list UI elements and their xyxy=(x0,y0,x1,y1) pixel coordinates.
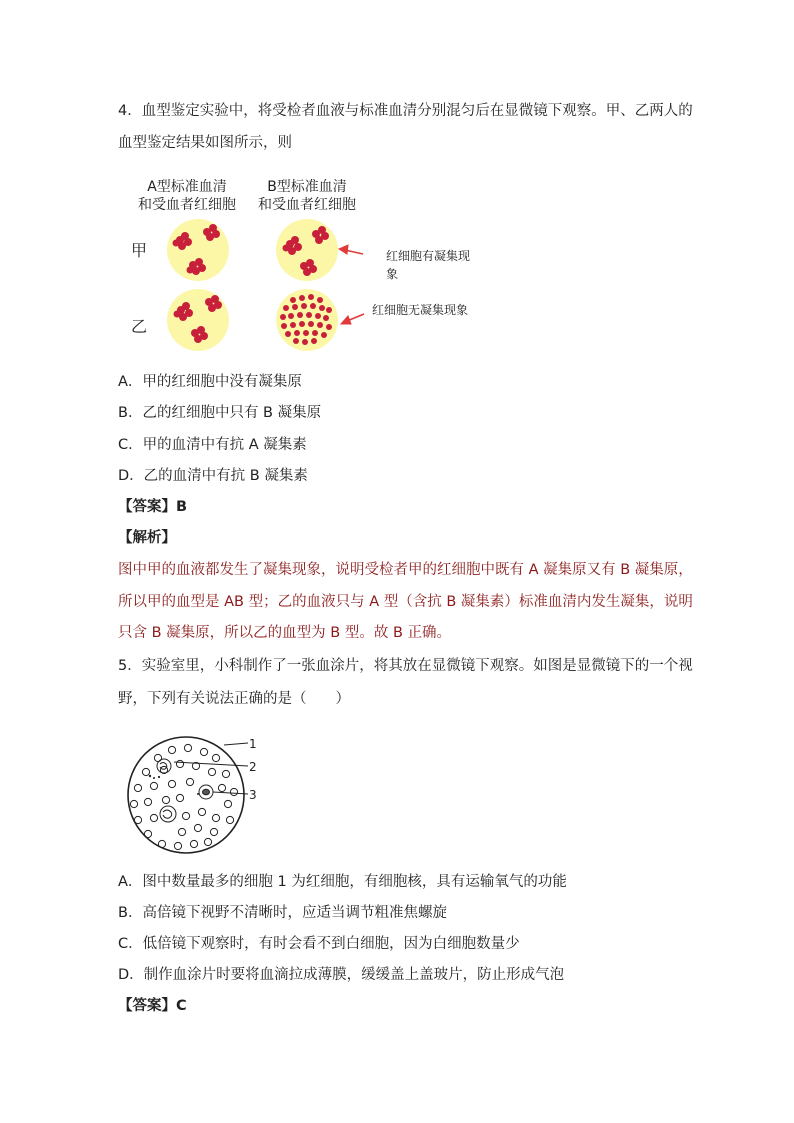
q5-stem-line2: 野，下列有关说法正确的是（ ） xyxy=(118,691,350,707)
row-label-yi: 乙 xyxy=(131,317,148,336)
label-not-agglutinated: 红细胞无凝集现象 xyxy=(372,303,469,317)
q5-option-c: C．低倍镜下观察时，有时会看不到白细胞，因为白细胞数量少 xyxy=(118,936,520,952)
arrow-agglutinated xyxy=(339,245,363,254)
q4-analysis-line3: 只含 B 凝集原，所以乙的血型为 B 型。故 B 正确。 xyxy=(118,625,451,641)
q4-option-a: A．甲的红细胞中没有凝集原 xyxy=(118,374,302,390)
q4-analysis-line2: 所以甲的血型是 AB 型；乙的血液只与 A 型（含抗 B 凝集素）标准血清内发生凝集，说明 xyxy=(118,594,693,610)
q4-answer: 【答案】B xyxy=(118,499,188,515)
q4-option-c: C．甲的血清中有抗 A 凝集素 xyxy=(118,437,307,453)
label-agglutinated-line1: 红细胞有凝集现 xyxy=(386,249,471,263)
arrow-not-agglutinated xyxy=(341,314,364,324)
col-b-header-line2: 和受血者红细胞 xyxy=(258,197,356,213)
q4-analysis-line1: 图中甲的血液都发生了凝集现象，说明受检者甲的红细胞中既有 A 凝集原又有 B 凝集原， xyxy=(118,562,693,578)
q5-stem-line1: 5．实验室里，小科制作了一张血涂片，将其放在显微镜下观察。如图是显微镜下的一个视 xyxy=(118,658,693,674)
q4-analysis-heading: 【解析】 xyxy=(118,530,176,546)
col-a-header-line2: 和受血者红细胞 xyxy=(138,197,236,213)
q4-stem-line1: 4．血型鉴定实验中，将受检者血液与标准血清分别混匀后在显微镜下观察。甲、乙两人的 xyxy=(118,103,693,119)
label-2: 2 xyxy=(249,760,257,774)
label-1: 1 xyxy=(249,737,257,751)
col-a-header-line1: A型标准血清 xyxy=(147,179,227,195)
label-3: 3 xyxy=(249,788,257,802)
row-label-jia: 甲 xyxy=(131,241,148,260)
col-b-header-line1: B型标准血清 xyxy=(267,179,347,195)
white-blood-cell-3 xyxy=(199,785,213,799)
q4-option-b: B．乙的红细胞中只有 B 凝集原 xyxy=(118,405,322,421)
q5-option-b: B．高倍镜下视野不清晰时，应适当调节粗准焦螺旋 xyxy=(118,905,447,921)
q5-option-d: D．制作血涂片时要将血滴拉成薄膜，缓缓盖上盖玻片，防止形成气泡 xyxy=(118,967,565,983)
q4-blood-type-figure xyxy=(118,170,488,360)
q4-option-d: D．乙的血清中有抗 B 凝集素 xyxy=(118,468,308,484)
field-of-view xyxy=(128,737,244,853)
q5-microscope-field-figure xyxy=(118,728,278,862)
label-agglutinated-line2: 象 xyxy=(386,267,399,281)
q5-option-a: A．图中数量最多的细胞 1 为红细胞，有细胞核，具有运输氧气的功能 xyxy=(118,874,567,890)
q4-stem-line2: 血型鉴定结果如图所示，则 xyxy=(118,135,292,151)
q5-answer: 【答案】C xyxy=(118,998,187,1014)
